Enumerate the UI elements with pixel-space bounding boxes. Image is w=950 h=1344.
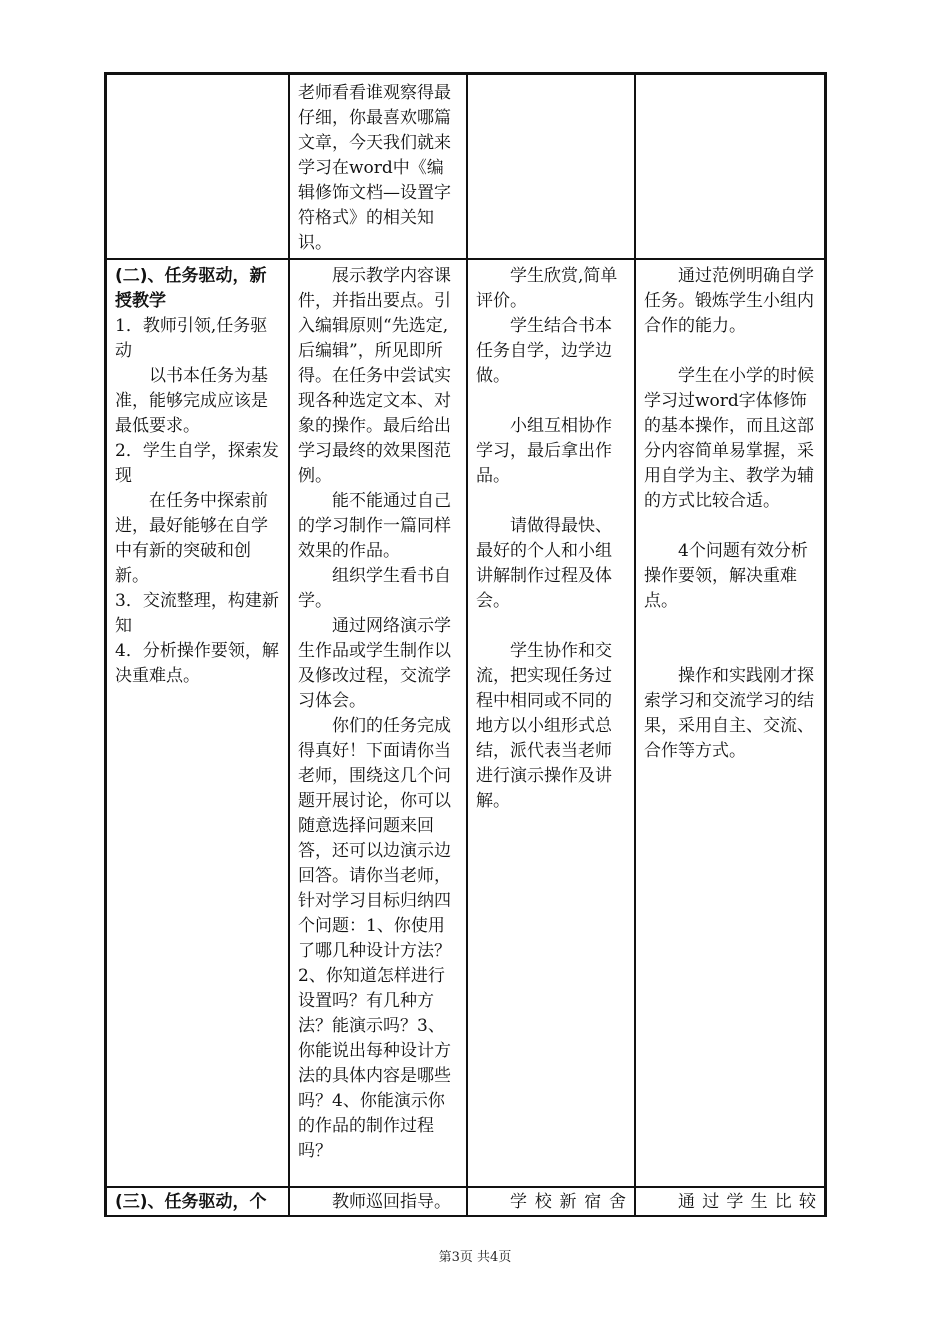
intent-text: 4个问题有效分析操作要领，解决重难点。 [644, 541, 808, 611]
student-text: 学生结合书本任务自学，边学边做。 [476, 316, 612, 386]
student-activity-cell [467, 1187, 635, 1216]
design-intent-cell [635, 74, 826, 260]
student-text: 学校新宿舍 [510, 1192, 626, 1212]
design-intent-cell [635, 259, 826, 1187]
intent-text: 学生在小学的时候学习过word字体修饰的基本操作，而且这部分内容简单易掌握，采用自学为主、教学为辅的方式比较合适。 [644, 366, 814, 511]
section-heading: (二)、任务驱动，新授教学 [115, 266, 267, 311]
teacher-text: 你们的任务完成得真好！下面请你当老师，围绕这几个问题开展讨论，你可以随意选择问题来回答，还可以边演示边回答。请你当老师，针对学习目标归纳四个问题：1、你使用了哪几种设计方法？2、你知道怎样进行设置吗？有几种方法？能演示吗？3、你能说出每种设计方法的具体内容是哪些吗？4、你能演示你的作品的制作过程吗？ [298, 716, 451, 1161]
table-row [106, 74, 826, 260]
process-cell: (三)、任务驱动，个 [106, 1187, 290, 1216]
teacher-text: 能不能通过自己的学习制作一篇同样效果的作品。 [298, 491, 451, 561]
teacher-text: 通过网络演示学生作品或学生制作以及修改过程，交流学习体会。 [298, 616, 451, 711]
teacher-activity-cell [289, 259, 467, 1187]
student-text: 学生欣赏,简单评价。 [476, 266, 618, 311]
step-text: 在任务中探索前进，最好能够在自学中有新的突破和创新。 [115, 491, 268, 586]
step-text: 以书本任务为基准，能够完成应该是最低要求。 [115, 366, 268, 436]
student-activity-cell [467, 74, 635, 260]
step-text: 3．交流整理，构建新知 [115, 591, 279, 636]
teacher-text: 老师看看谁观察得最仔细，你最喜欢哪篇文章，今天我们就来学习在word中《编辑修饰文档—设置字符格式》的相关知识。 [298, 83, 451, 253]
step-text: 2．学生自学，探索发现 [115, 441, 279, 486]
teacher-text: 组织学生看书自学。 [298, 566, 451, 611]
process-cell [106, 74, 290, 260]
intent-text: 通过范例明确自学任务。锻炼学生小组内合作的能力。 [644, 266, 814, 336]
student-text: 学生协作和交流，把实现任务过程中相同或不同的地方以小组形式总结，派代表当老师进行演示操作及讲解。 [476, 641, 612, 811]
teacher-text: 教师巡回指导。 [332, 1192, 451, 1212]
table-row [106, 1187, 826, 1216]
step-text: 1．教师引领,任务驱动 [115, 316, 268, 361]
page-footer: 第3页 共4页 [438, 1250, 512, 1265]
design-intent-cell [635, 1187, 826, 1216]
process-cell [106, 259, 290, 1187]
table-row [106, 259, 826, 1187]
teacher-activity-cell [289, 74, 467, 260]
student-text: 请做得最快、最好的个人和小组讲解制作过程及体会。 [476, 516, 612, 611]
student-activity-cell [467, 259, 635, 1187]
student-text: 小组互相协作学习，最后拿出作品。 [476, 416, 612, 486]
teacher-text: 展示教学内容课件，并指出要点。引入编辑原则“先选定,后编辑”，所见即所得。在任务中尝试实现各种选定文本、对象的操作。最后给出学习最终的效果图范例。 [298, 266, 451, 486]
lesson-plan-table [104, 72, 827, 1217]
teacher-activity-cell [289, 1187, 467, 1216]
intent-text: 通过学生比较 [678, 1192, 816, 1212]
step-text: 4．分析操作要领，解决重难点。 [115, 641, 279, 686]
intent-text: 操作和实践刚才探索学习和交流学习的结果，采用自主、交流、合作等方式。 [644, 666, 814, 761]
